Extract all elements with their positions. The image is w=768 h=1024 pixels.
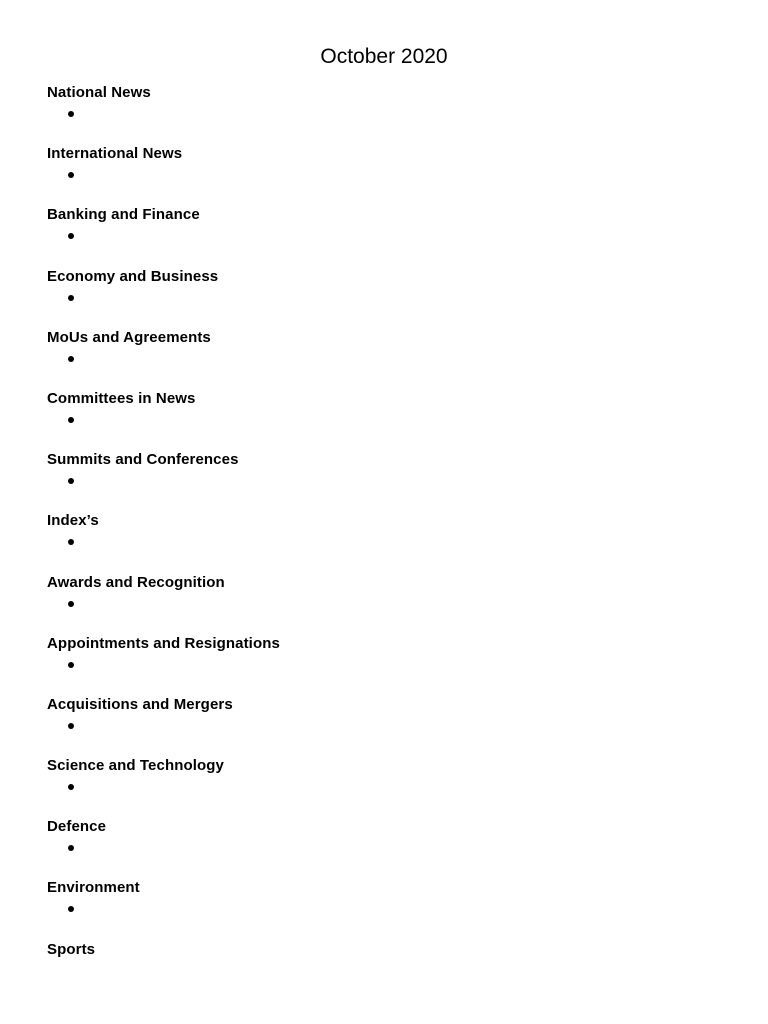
section <box>47 878 727 939</box>
section-heading: International News <box>47 145 183 163</box>
section <box>47 511 727 572</box>
section <box>47 634 727 695</box>
bullet-icon <box>68 723 74 729</box>
section <box>47 450 727 511</box>
section-heading: Acquisitions and Mergers <box>47 695 233 713</box>
section <box>47 573 727 634</box>
section <box>47 817 727 878</box>
bullet-icon <box>68 111 74 117</box>
bullet-icon <box>68 417 74 423</box>
section-heading: Sports <box>47 940 96 958</box>
section-heading: Awards and Recognition <box>47 573 225 591</box>
section-heading: Index’s <box>47 512 99 530</box>
bullet-icon <box>68 784 74 790</box>
section <box>47 328 727 389</box>
section <box>47 83 727 144</box>
bullet-icon <box>68 601 74 607</box>
section-heading: Banking and Finance <box>47 206 200 224</box>
bullet-icon <box>68 539 74 545</box>
bullet-icon <box>68 295 74 301</box>
bullet-icon <box>68 233 74 239</box>
section-heading: Economy and Business <box>47 267 219 285</box>
section <box>47 267 727 328</box>
bullet-icon <box>68 172 74 178</box>
section-heading: Science and Technology <box>47 757 224 775</box>
section-heading: Environment <box>47 879 140 897</box>
page-title: October 2020 <box>320 45 448 68</box>
bullet-icon <box>68 356 74 362</box>
section <box>47 940 727 1001</box>
bullet-icon <box>68 662 74 668</box>
section-heading: Committees in News <box>47 389 196 407</box>
bullet-icon <box>68 906 74 912</box>
bullet-icon <box>68 478 74 484</box>
section-heading: Appointments and Resignations <box>47 634 280 652</box>
section-heading: MoUs and Agreements <box>47 328 211 346</box>
section <box>47 756 727 817</box>
section <box>47 389 727 450</box>
section-heading: Defence <box>47 818 107 836</box>
section <box>47 695 727 756</box>
bullet-icon <box>68 845 74 851</box>
section-list <box>47 83 727 1001</box>
section-heading: Summits and Conferences <box>47 451 239 469</box>
section <box>47 205 727 266</box>
section <box>47 144 727 205</box>
section-heading: National News <box>47 84 151 101</box>
